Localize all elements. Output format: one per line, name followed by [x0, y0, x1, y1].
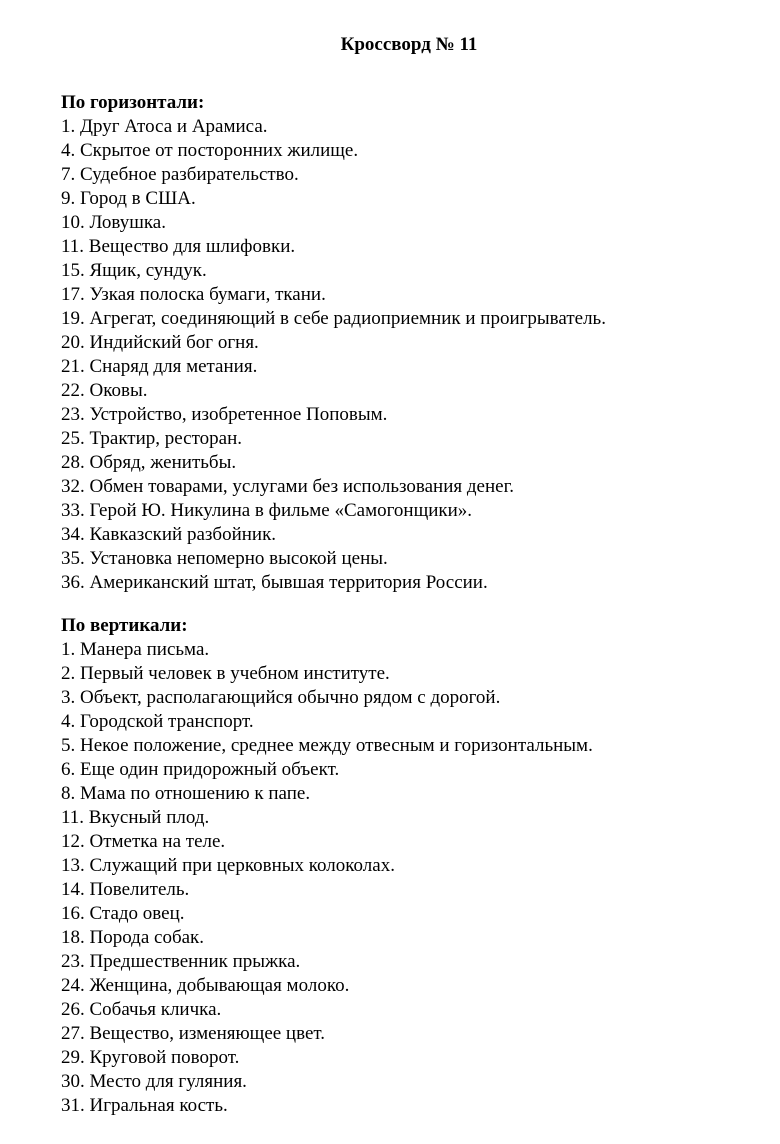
across-clue: 36. Американский штат, бывшая территория России.: [61, 572, 488, 593]
down-clue: 27. Вещество, изменяющее цвет.: [61, 1023, 326, 1044]
down-clue: 24. Женщина, добывающая молоко.: [61, 975, 350, 996]
down-clue: 8. Мама по отношению к папе.: [61, 783, 311, 804]
across-clue: 35. Установка непомерно высокой цены.: [61, 548, 388, 569]
down-clue: 23. Предшественник прыжка.: [61, 951, 301, 972]
across-clue: 21. Снаряд для метания.: [61, 356, 258, 377]
down-heading: По вертикали:: [61, 615, 188, 636]
down-clue: 12. Отметка на теле.: [61, 831, 226, 852]
across-clue: 34. Кавказский разбойник.: [61, 524, 277, 545]
down-clue-list: [61, 638, 761, 1118]
down-clue: 29. Круговой поворот.: [61, 1047, 240, 1068]
down-clue: 31. Игральная кость.: [61, 1095, 228, 1116]
across-clue: 28. Обряд, женитьбы.: [61, 452, 237, 473]
down-clue: 5. Некое положение, среднее между отвесным и горизонтальным.: [61, 735, 593, 756]
across-clue: 19. Агрегат, соединяющий в себе радиоприемник и проигрыватель.: [61, 308, 606, 329]
down-clue: 13. Служащий при церковных колоколах.: [61, 855, 395, 876]
down-clue: 1. Манера письма.: [61, 639, 210, 660]
across-clue: 25. Трактир, ресторан.: [61, 428, 243, 449]
down-clue: 11. Вкусный плод.: [61, 807, 210, 828]
down-clue: 18. Порода собак.: [61, 927, 205, 948]
across-clue: 7. Судебное разбирательство.: [61, 164, 299, 185]
across-clue: 10. Ловушка.: [61, 212, 166, 233]
down-clue: 6. Еще один придорожный объект.: [61, 759, 340, 780]
across-clue: 15. Ящик, сундук.: [61, 260, 207, 281]
across-clue-list: [61, 115, 761, 595]
across-clue: 1. Друг Атоса и Арамиса.: [61, 116, 268, 137]
page-title: Кроссворд № 11: [340, 34, 478, 55]
across-clue: 32. Обмен товарами, услугами без использования денег.: [61, 476, 514, 497]
across-clue: 11. Вещество для шлифовки.: [61, 236, 296, 257]
down-clue: 16. Стадо овец.: [61, 903, 185, 924]
across-heading: По горизонтали:: [61, 92, 205, 113]
across-clue: 4. Скрытое от посторонних жилище.: [61, 140, 359, 161]
across-clue: 17. Узкая полоска бумаги, ткани.: [61, 284, 326, 305]
down-clue: 2. Первый человек в учебном институте.: [61, 663, 390, 684]
across-clue: 20. Индийский бог огня.: [61, 332, 259, 353]
across-clue: 33. Герой Ю. Никулина в фильме «Самогонщики».: [61, 500, 473, 521]
across-clue: 23. Устройство, изобретенное Поповым.: [61, 404, 388, 425]
across-clue: 22. Оковы.: [61, 380, 148, 401]
down-section: [61, 614, 761, 1118]
across-section: [61, 91, 761, 595]
down-clue: 30. Место для гуляния.: [61, 1071, 247, 1092]
down-clue: 26. Собачья кличка.: [61, 999, 222, 1020]
down-clue: 3. Объект, располагающийся обычно рядом с дорогой.: [61, 687, 501, 708]
down-clue: 4. Городской транспорт.: [61, 711, 254, 732]
across-clue: 9. Город в США.: [61, 188, 196, 209]
down-clue: 14. Повелитель.: [61, 879, 190, 900]
